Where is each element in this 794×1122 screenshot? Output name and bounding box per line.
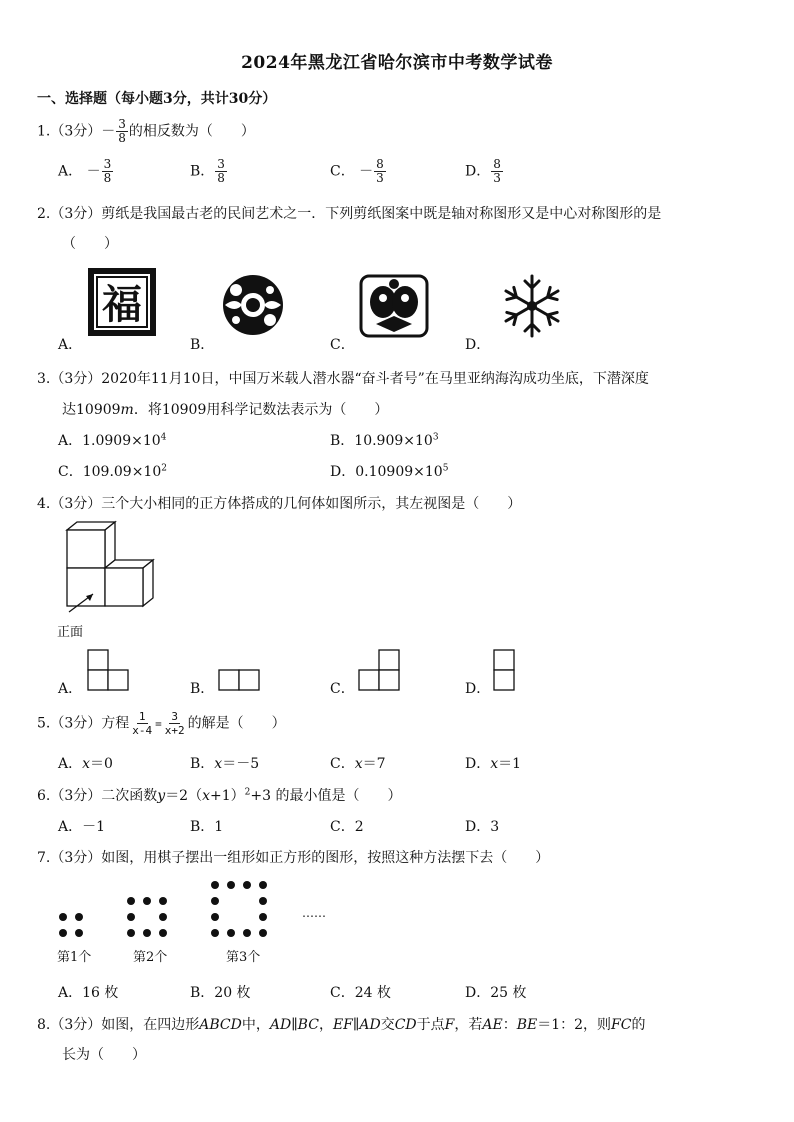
q2-option-b[interactable]: B． <box>190 337 215 353</box>
paper-cut-b-image <box>220 272 286 338</box>
fu-character: 福 <box>102 281 142 328</box>
q2-paren: （ ） <box>62 236 118 252</box>
question-8-line-2: 长为（ ） <box>62 1047 146 1063</box>
q3-option-d[interactable]: D．$0.10909\times 10^5$ <box>330 463 449 480</box>
question-1: 1.（3分）－ $\frac{3}{8}$ 的相反数为（ ） <box>37 117 255 145</box>
q7-option-d[interactable]: D．25 枚 <box>465 985 527 1001</box>
question-7: 7.（3分）如图，用棋子摆出一组形如正方形的图形，按照这种方法摆下去（ ） <box>37 850 550 866</box>
view-b-icon <box>218 669 262 691</box>
q1-number: 1.（3分） <box>37 123 102 140</box>
q3-option-a[interactable]: A．$1.0909\times 10^4$ <box>58 432 167 449</box>
q7-option-c[interactable]: C．24 枚 <box>330 985 391 1001</box>
front-label: 正面 <box>57 625 84 640</box>
question-5: 5.（3分）方程 $\frac{1}{x-4}$ = $\frac{3}{x+2}$ 的解是（ ） <box>37 710 286 737</box>
q5-option-c[interactable]: C．x＝7 <box>330 756 386 772</box>
question-3-line-2: 达10909m．将10909用科学记数法表示为（ ） <box>62 402 389 418</box>
q1-option-a[interactable]: A． － $\frac{3}{8}$ <box>58 157 112 185</box>
question-4: 4.（3分）三个大小相同的正方体搭成的几何体如图所示，其左视图是（ ） <box>37 496 522 512</box>
question-2: 2.（3分）剪纸是我国最古老的民间艺术之一．下列剪纸图案中既是轴对称图形又是中心对称图形的是 <box>37 206 662 222</box>
paper-cut-fu-image <box>88 268 158 338</box>
q2-option-a[interactable]: A． <box>58 337 83 353</box>
view-a-icon <box>87 649 131 691</box>
q1-option-b[interactable]: B． $\frac{3}{8}$ <box>190 157 225 185</box>
q6-option-b[interactable]: B．1 <box>190 819 224 835</box>
q2-option-c[interactable]: C． <box>330 337 355 353</box>
question-8-line-1: 8.（3分）如图，在四边形ABCD中，AD∥BC，EF∥AD交CD于点F，若AE：BE＝1：2，则FC的 <box>37 1017 646 1033</box>
q2-option-d[interactable]: D． <box>465 337 491 353</box>
q5-option-b[interactable]: B．x＝－5 <box>190 756 260 772</box>
q6-option-a[interactable]: A．－1 <box>58 819 106 835</box>
q7-option-b[interactable]: B．20 枚 <box>190 985 251 1001</box>
q6-option-c[interactable]: C．2 <box>330 819 364 835</box>
q1-option-c[interactable]: C． － $\frac{8}{3}$ <box>330 157 384 185</box>
q5-option-a[interactable]: A．x＝0 <box>58 756 113 772</box>
caption-2: 第2个 <box>133 950 168 965</box>
q7-option-a[interactable]: A．16 枚 <box>58 985 119 1001</box>
caption-3: 第3个 <box>226 950 261 965</box>
q4-option-d[interactable]: D． <box>465 681 491 697</box>
section-heading: 一、选择题（每小题3分，共计30分） <box>37 91 277 107</box>
question-6: 6.（3分）二次函数$y=2(x+1)^2+3$ 的最小值是（ ） <box>37 787 402 804</box>
question-3-line-1: 3.（3分）2020年11月10日，中国万米载人潜水器“奋斗者号”在马里亚纳海沟成功坐底，下潜深度 <box>37 371 649 387</box>
q1-fraction: $\frac{3}{8}$ <box>118 117 126 145</box>
paper-cut-c-image <box>358 272 430 340</box>
pattern-ellipsis: …… <box>302 906 326 920</box>
cube-solid-figure <box>55 520 165 620</box>
q6-option-d[interactable]: D．3 <box>465 819 500 835</box>
q3-option-c[interactable]: C．$109.09\times 10^2$ <box>58 463 167 480</box>
q3-option-b[interactable]: B．$10.909\times 10^3$ <box>330 432 439 449</box>
q4-option-c[interactable]: C． <box>330 681 355 697</box>
view-d-icon <box>493 649 517 691</box>
q4-option-b[interactable]: B． <box>190 681 215 697</box>
view-c-icon <box>358 649 402 691</box>
q4-option-a[interactable]: A． <box>58 681 83 697</box>
caption-1: 第1个 <box>57 950 92 965</box>
snowflake-image <box>498 272 566 340</box>
q1-option-d[interactable]: D． $\frac{8}{3}$ <box>465 157 501 185</box>
page-title: 2024年黑龙江省哈尔滨市中考数学试卷 <box>241 53 553 73</box>
q5-option-d[interactable]: D．x＝1 <box>465 756 522 772</box>
